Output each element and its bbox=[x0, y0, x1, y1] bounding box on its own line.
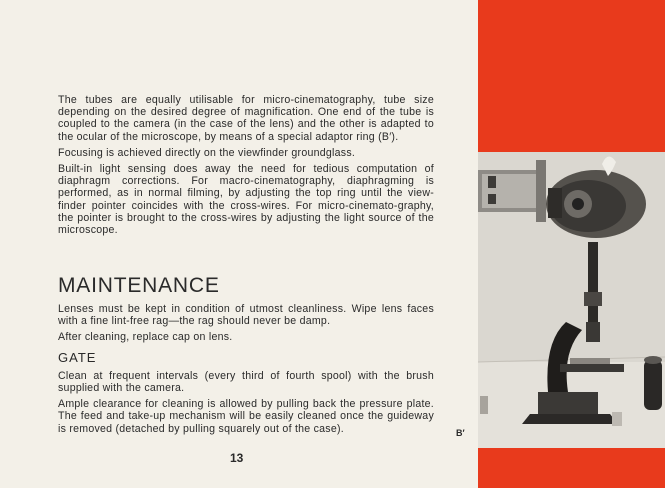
red-band-top bbox=[478, 0, 665, 152]
figure-label: B′ bbox=[456, 428, 465, 438]
intro-text bbox=[58, 94, 434, 240]
maintenance-paragraph-1: Lenses must be kept in condition of utmost cleanliness. Wipe lens faces with a fine lint-free rag—the rag should never be damp. bbox=[58, 303, 434, 328]
gate-paragraph-1: Clean at frequent intervals (every third of fourth spool) with the brush supplied with the camera. bbox=[58, 369, 434, 395]
intro-paragraph-3: Built-in light sensing does away the need for tedious computation of diaphragm corrections. For macro-cinematography, diaphragming is performed, as in normal filming, by adjusting the top ring until the view-finder pointer coincides with the cross-wires. For micro-cinemato-graphy, the pointer is brought to the cross-wires by adjusting the light source of the microscope. bbox=[58, 163, 434, 237]
microscope-camera-photo bbox=[478, 152, 665, 448]
intro-paragraph-1: The tubes are equally utilisable for micro-cinematography, tube size depending on the desired degree of magnification. One end of the tube is coupled to the camera (in the case of the lens) and the other is adapted to the ocular of the microscope, by means of a special adaptor ring (B′). bbox=[58, 94, 434, 143]
maintenance-section bbox=[58, 303, 434, 439]
microscope-illustration bbox=[478, 152, 665, 448]
intro-paragraph-2: Focusing is achieved directly on the viewfinder groundglass. bbox=[58, 146, 356, 159]
page-number: 13 bbox=[230, 451, 244, 465]
red-band-bottom bbox=[478, 448, 665, 488]
maintenance-paragraph-2: After cleaning, replace cap on lens. bbox=[58, 331, 233, 344]
maintenance-heading: MAINTENANCE bbox=[58, 274, 220, 297]
gate-paragraph-2: Ample clearance for cleaning is allowed by pulling back the pressure plate. The feed and take-up mechanism will be easily cleaned once the guideway is removed (detached by pulling squarely out of the case). bbox=[58, 398, 434, 435]
gate-heading: GATE bbox=[58, 349, 97, 365]
